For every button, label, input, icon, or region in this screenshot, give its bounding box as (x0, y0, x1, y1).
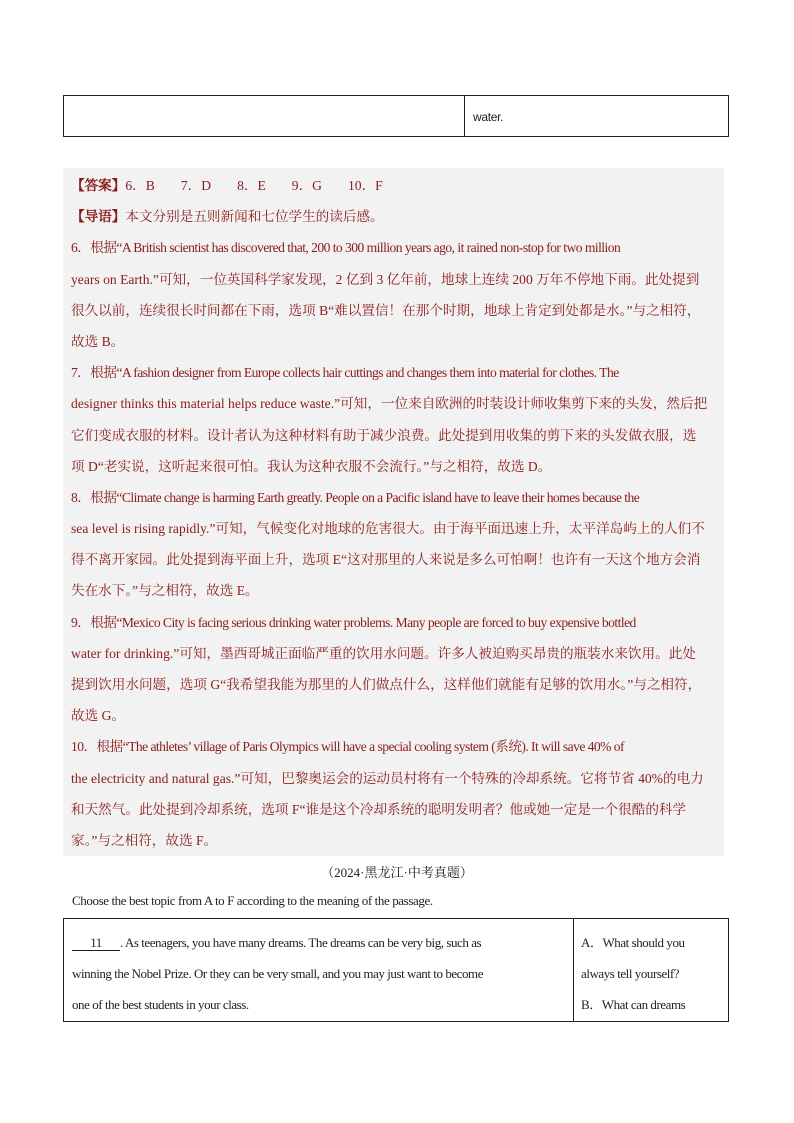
explanation-6 (71, 232, 718, 357)
explanation-line: 8．根据“Climate change is harming Earth greatly. People on a Pacific island have to leave their homes because the (71, 489, 640, 505)
passage-line (72, 927, 573, 958)
question-source: （2024·黑龙江·中考真题） (321, 865, 473, 880)
answer-item: 6．B (125, 178, 155, 193)
explanation-line: 项 D“老实说，这听起来很可怕。我认为这种衣服不会流行。”与之相符，故选 D。 (71, 458, 552, 474)
passage-line: winning the Nobel Prize. Or they can be very small, and you may just want to become (72, 966, 484, 981)
answer-item: 7．D (180, 178, 212, 193)
answer-item: 8．E (237, 178, 266, 193)
top-table-right-cell: water. (473, 110, 504, 124)
instruction-text: Choose the best topic from A to F according to the meaning of the passage. (72, 893, 433, 908)
explanation-line: 和天然气。此处提到冷却系统，选项 F“谁是这个冷却系统的聪明发明者？他或她一定是一个很酷的科学 (71, 801, 687, 817)
option-line: A．What should you (581, 935, 685, 950)
answer-blank[interactable]: 11 (72, 935, 120, 951)
top-table-left-cell (64, 96, 465, 136)
explanation-line: 故选 G。 (71, 708, 125, 724)
passage-cell (64, 919, 574, 1021)
explanation-line: water for drinking.”可知，墨西哥城正面临严重的饮用水问题。许多人被迫购买昂贵的瓶装水来饮用。此处 (71, 645, 696, 661)
explanation-10 (71, 731, 718, 856)
answer-line (71, 170, 718, 201)
passage-line: one of the best students in your class. (72, 997, 249, 1012)
explanation-line: 9．根据“Mexico City is facing serious drinking water problems. Many people are forced to buy expensive bottled (71, 614, 636, 630)
explanation-line: 7．根据“A fashion designer from Europe collects hair cuttings and changes them into material for clothes. The (71, 365, 619, 381)
explanation-line: years on Earth.”可知，一位英国科学家发现，2 亿到 3 亿年前，地球上连续 200 万年不停地下雨。此处提到 (71, 271, 700, 287)
guide-label: 【导语】 (71, 209, 126, 225)
explanation-line: 失在水下。”与之相符，故选 E。 (71, 583, 259, 599)
explanation-line: 得不离开家园。此处提到海平面上升，选项 E“这对那里的人来说是多么可怕啊！也许有一天这个地方会消 (71, 552, 701, 568)
explanation-line: sea level is rising rapidly.”可知，气候变化对地球的危害很大。由于海平面迅速上升，太平洋岛屿上的人们不 (71, 521, 705, 537)
explanation-line: 很久以前，连续很长时间都在下雨，选项 B“难以置信！在那个时期，地球上肯定到处都是水。”与之相符， (71, 302, 701, 318)
explanation-line: 6．根据“A British scientist has discovered that, 200 to 300 million years ago, it rained non-stop for two million (71, 240, 621, 256)
explanation-9 (71, 607, 718, 732)
answer-item: 9．G (291, 178, 322, 193)
explanation-line: 家。”与之相符，故选 F。 (71, 832, 218, 848)
options-cell (574, 919, 728, 1021)
explanation-line: designer thinks this material helps reduce waste.”可知，一位来自欧洲的时装设计师收集剪下来的头发，然后把 (71, 396, 708, 412)
explanation-8 (71, 482, 718, 607)
explanation-line: the electricity and natural gas.”可知，巴黎奥运会的运动员村将有一个特殊的冷却系统。它将节省 40%的电力 (71, 770, 704, 786)
explanation-line: 它们变成衣服的材料。设计者认为这种材料有助于减少浪费。此处提到用收集的剪下来的头发做衣服，选 (71, 427, 697, 443)
explanation-line: 提到饮用水问题，选项 G“我希望我能为那里的人们做点什么，这样他们就能有足够的饮用水。”与之相符， (71, 677, 702, 692)
option-line: B．What can dreams (581, 997, 686, 1012)
explanation-line: 10．根据“The athletes’ village of Paris Olympics will have a special cooling system (系统). It will save 40% of (71, 739, 625, 755)
answer-section (63, 168, 724, 856)
top-table (63, 95, 729, 137)
explanation-line: 故选 B。 (71, 333, 125, 349)
guide-line (71, 201, 718, 232)
option-line: always tell yourself? (581, 966, 680, 981)
answer-item: 10．F (347, 178, 383, 193)
passage-text: . As teenagers, you have many dreams. The dreams can be very big, such as (120, 935, 482, 950)
explanation-7 (71, 357, 718, 482)
question-table (63, 918, 729, 1022)
answer-label: 【答案】 (71, 178, 126, 193)
guide-text: 本文分别是五则新闻和七位学生的读后感。 (125, 209, 384, 225)
